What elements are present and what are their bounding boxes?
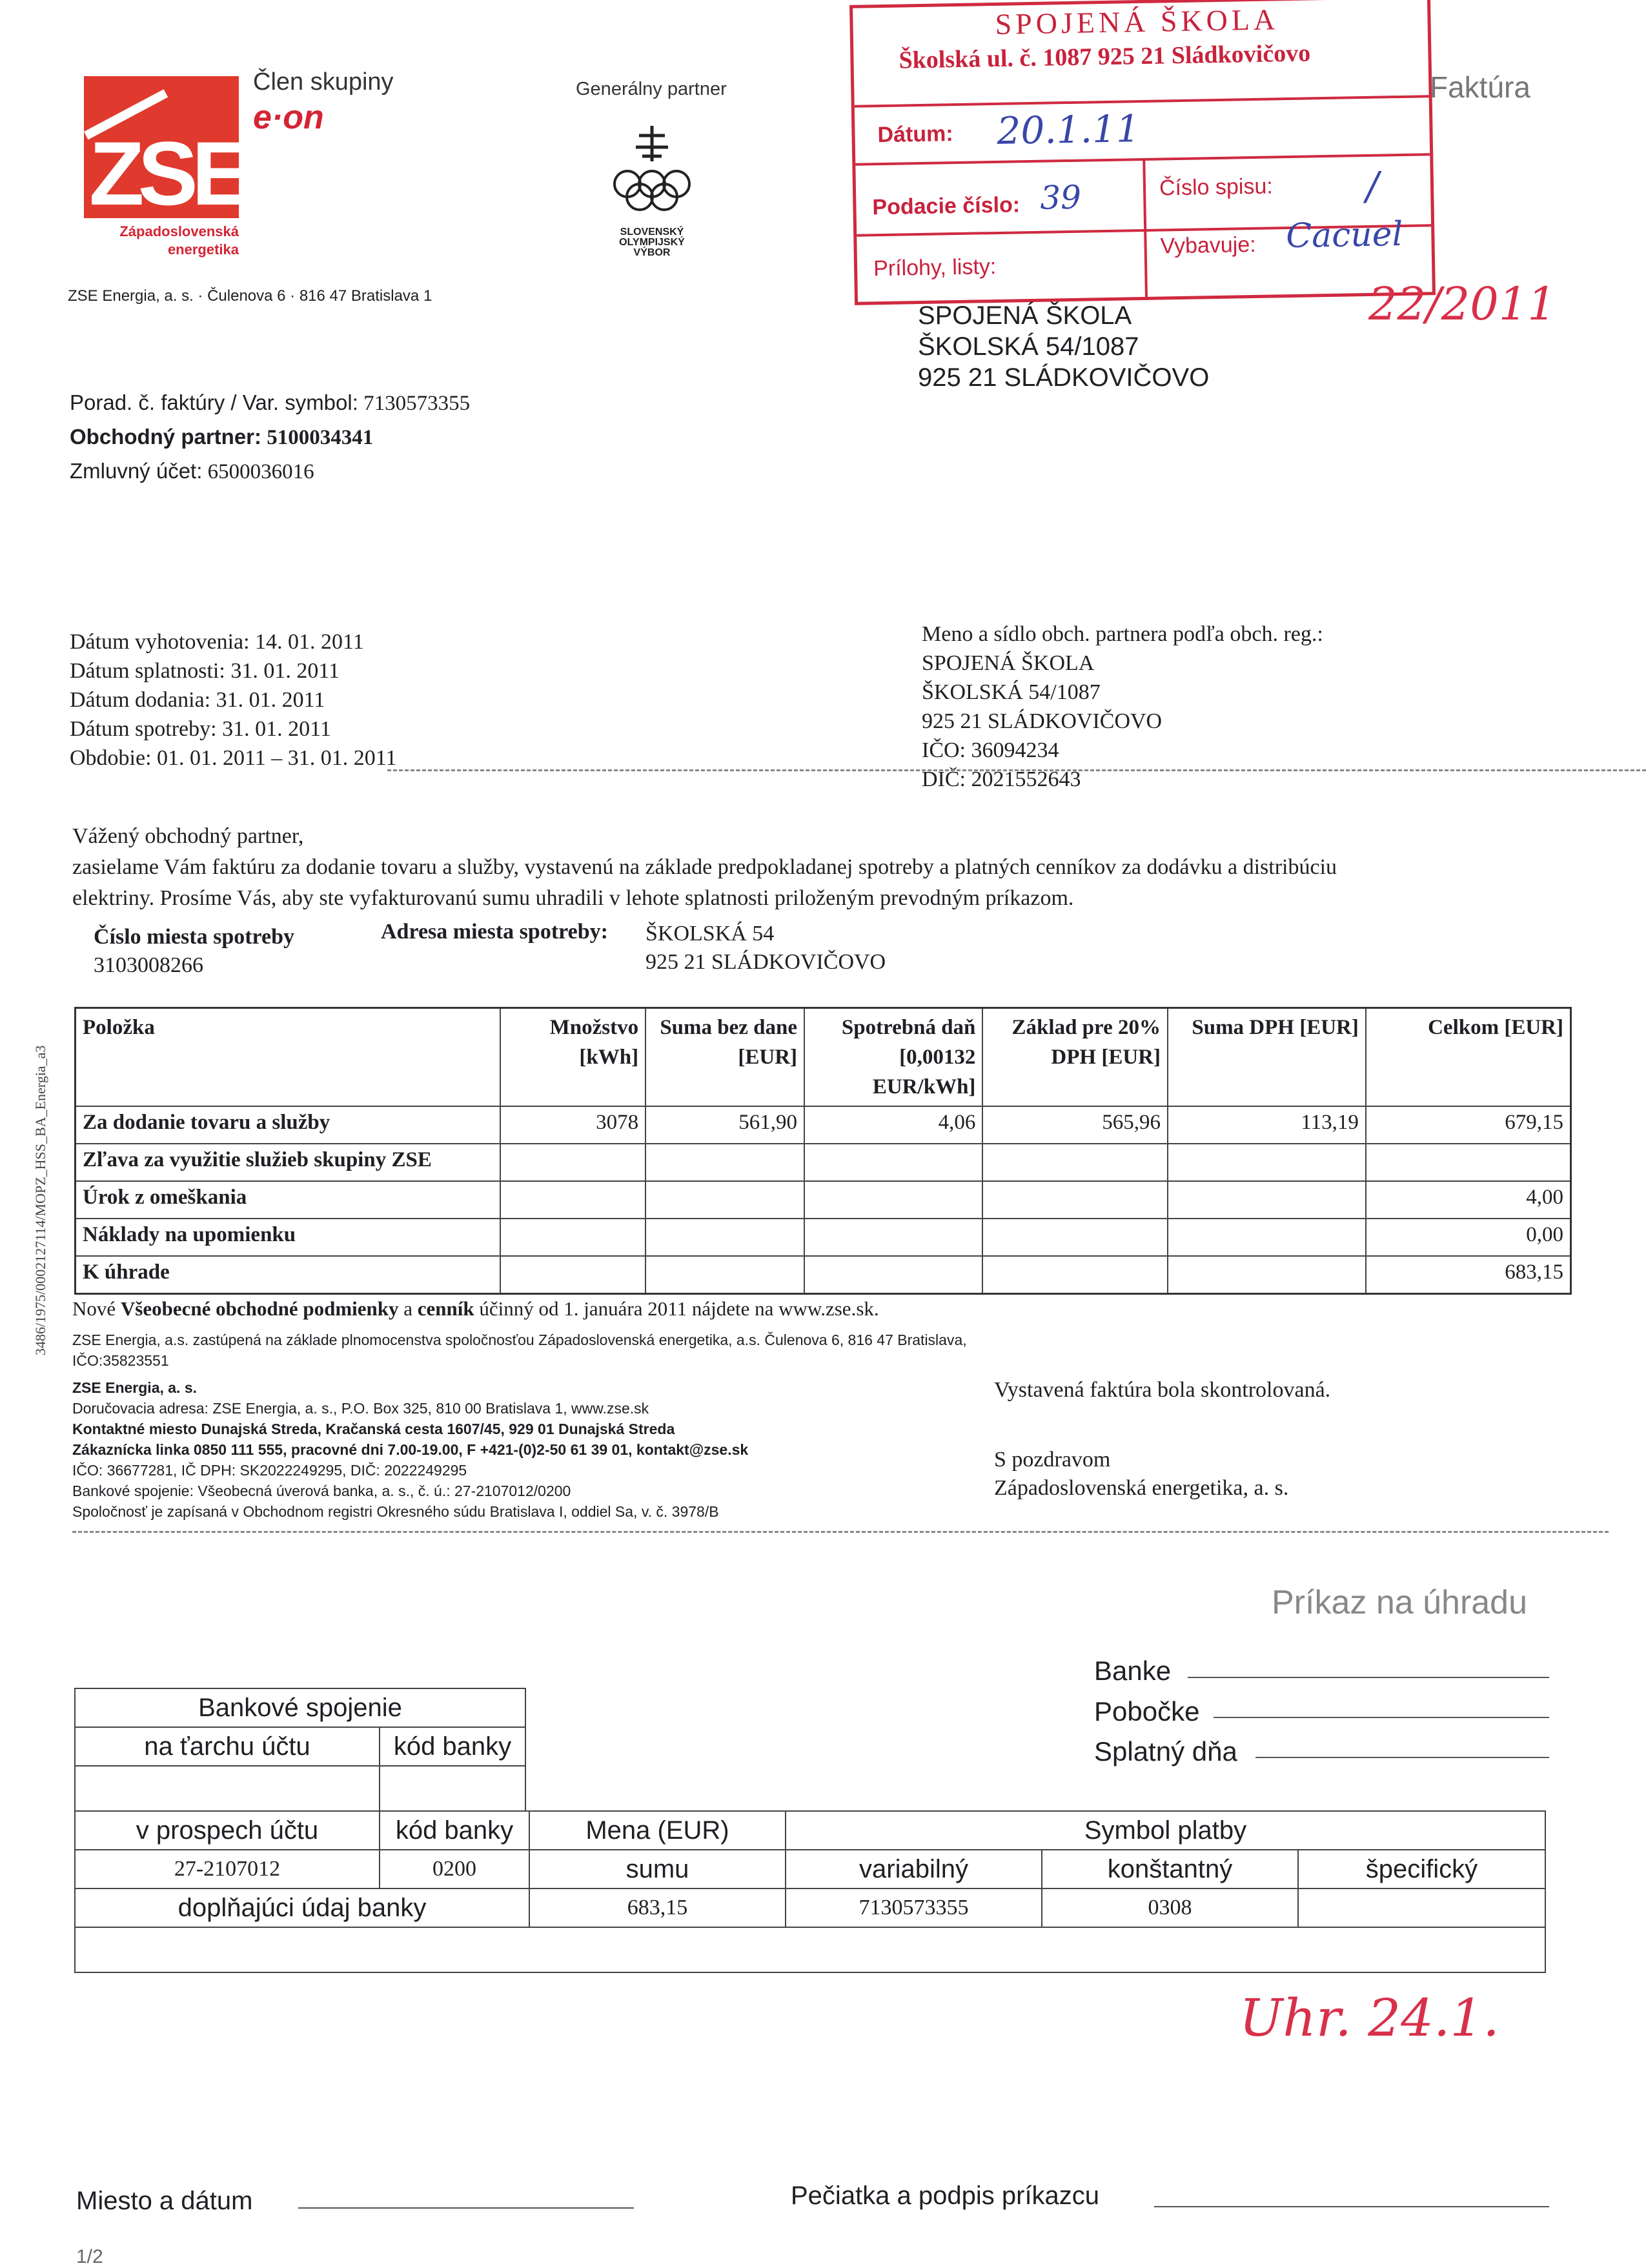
eon-logo: e·on [253,99,324,136]
amount-label: sumu [529,1850,786,1888]
branch-label: Pobočke [1094,1696,1200,1726]
row-cell: 561,90 [645,1106,804,1144]
payment-title: Príkaz na úhradu [1272,1584,1528,1621]
company-contact: Kontaktné miesto Dunajská Streda, Kračanská cesta 1607/45, 929 01 Dunajská Streda [72,1421,675,1437]
partner-reg-city: 925 21 SLÁDKOVIČOVO [922,709,1163,733]
debit-bank-code-field[interactable] [380,1766,525,1811]
row-cell: 683,15 [1366,1256,1571,1293]
consumption-address [645,920,886,977]
billing-period: Obdobie: 01. 01. 2011 – 31. 01. 2011 [70,746,397,770]
invoice-number-value: 7130573355 [363,392,471,415]
partner-reg-dic: DIČ: 2021552643 [922,767,1081,791]
date-delivery: Dátum dodania: 31. 01. 2011 [70,688,325,712]
row-cell [645,1144,804,1181]
col-header-net-amount: Suma bez dane [EUR] [645,1008,804,1107]
place-date-label: Miesto a dátum [76,2187,253,2215]
place-date-field[interactable] [298,2207,634,2209]
partner-name: SLOVENSKÝ OLYMPIJSKÝ VÝBOR [619,227,685,258]
col-header-excise-tax: Spotrebná daň [0,00132 EUR/kWh] [804,1008,982,1107]
handwritten-reference: 22/2011 [1368,278,1556,330]
credit-bank-code-label: kód banky [380,1811,529,1850]
page-number: 1/2 [76,2246,103,2267]
date-due: Dátum splatnosti: 31. 01. 2011 [70,659,340,683]
row-label: Náklady na upomienku [76,1219,500,1256]
company-postal: Doručovacia adresa: ZSE Energia, a. s., P.O. Box 325, 810 00 Bratislava 1, www.zse.sk [72,1400,649,1417]
debit-account-field[interactable] [75,1766,380,1811]
document-type: Faktúra [1430,70,1530,104]
recipient-line3: 925 21 SLÁDKOVIČOVO [918,363,1210,392]
debit-bank-code-label: kód banky [380,1727,525,1766]
table-row [76,1219,1571,1256]
date-consumption: Dátum spotreby: 31. 01. 2011 [70,717,331,741]
variable-symbol-label: variabilný [786,1850,1042,1888]
closing [994,1446,1288,1503]
signature: Západoslovenská energetika, a. s. [994,1476,1289,1500]
payable-field[interactable] [1255,1757,1549,1758]
col-header-vat-base: Základ pre 20% DPH [EUR] [982,1008,1168,1107]
consumption-point-number [94,923,294,980]
row-cell: 3078 [500,1106,646,1144]
row-cell: 679,15 [1366,1106,1571,1144]
credit-account-label: v prospech účtu [75,1811,380,1850]
date-issued: Dátum vyhotovenia: 14. 01. 2011 [70,630,364,654]
row-cell [804,1219,982,1256]
row-cell [500,1219,646,1256]
specific-symbol-label: špecifický [1298,1850,1545,1888]
company-ids: IČO: 36677281, IČ DPH: SK2022249295, DIČ: 2022249295 [72,1462,467,1479]
partner-registration [922,620,1323,794]
row-cell [804,1181,982,1219]
olympic-committee-icon [607,123,697,219]
stamp-handler-value: Cacuel [1285,214,1403,256]
row-cell [1168,1144,1366,1181]
side-code: 3486/1975/0002127114/MOPZ_HSS_BA_Energia_a3 [32,1045,48,1355]
regards: S pozdravom [994,1448,1111,1472]
company-info [72,1330,976,1522]
table-row [76,1106,1571,1144]
extra-bank-data-field[interactable] [75,1927,1545,1972]
row-cell [500,1181,646,1219]
col-header-item: Položka [76,1008,500,1107]
credit-bank-code-value: 0200 [380,1850,529,1888]
company-name: ZSE Energia, a. s. [72,1379,198,1396]
stamp-reg-label: Podacie číslo: [872,192,1021,220]
row-cell [982,1219,1168,1256]
company-representation: ZSE Energia, a.s. zastúpená na základe plnomocenstva spoločnosťou Západoslovenská energetika, a.s. Čulenova 6, 816 47 Bratislava, IČO:35823551 [72,1331,967,1369]
row-cell: 4,00 [1366,1181,1571,1219]
letter-body-2: elektriny. Prosíme Vás, aby ste vyfakturovanú sumu uhradili v lehote splatnosti priloženým prevodným príkazom. [72,886,1074,910]
partner-reg-street: ŠKOLSKÁ 54/1087 [922,680,1101,704]
row-cell [645,1256,804,1293]
consumption-address-line2: 925 21 SLÁDKOVIČOVO [645,950,886,974]
row-label: Zľava za využitie služieb skupiny ZSE [76,1144,500,1181]
stamp-date-value: 20.1.11 [996,106,1141,153]
row-cell: 0,00 [1366,1219,1571,1256]
row-cell: 4,06 [804,1106,982,1144]
specific-symbol-field[interactable] [1298,1888,1545,1927]
debit-account-label: na ťarchu účtu [75,1727,380,1766]
partner-label: Generálny partner [576,79,727,99]
consumption-number-value: 3103008266 [94,953,203,977]
invoice-ids [70,386,470,489]
stamp-signature-label: Pečiatka a podpis príkazcu [791,2182,1100,2210]
terms-note: Nové Všeobecné obchodné podmienky a cenník účinný od 1. januára 2011 nájdete na www.zse.sk. [72,1297,879,1320]
row-cell [645,1219,804,1256]
consumption-address-line1: ŠKOLSKÁ 54 [645,922,775,946]
company-bank: Bankové spojenie: Všeobecná úverová banka, a. s., č. ú.: 27-2107012/0200 [72,1483,571,1499]
invoice-number-label: Porad. č. faktúry / Var. symbol: [70,390,358,414]
partner-reg-heading: Meno a sídlo obch. partnera podľa obch. reg.: [922,622,1323,646]
row-cell [804,1144,982,1181]
row-cell [1168,1256,1366,1293]
logo-text: ZSE [89,123,246,224]
stamp-address: Školská ul. č. 1087 925 21 Sládkovičovo [899,39,1311,74]
recipient-line1: SPOJENÁ ŠKOLA [918,301,1132,330]
bank-label: Banke [1094,1655,1172,1686]
row-cell [1168,1181,1366,1219]
recipient-block [918,300,1209,393]
account-number-value: 6500036016 [207,460,314,483]
stamp-school: SPOJENÁ ŠKOLA [995,3,1279,41]
row-cell [1168,1219,1366,1256]
row-label: Úrok z omeškania [76,1181,500,1219]
row-cell [500,1256,646,1293]
partner-number-value: 5100034341 [267,426,374,449]
credit-account-value: 27-2107012 [75,1850,380,1888]
table-row [76,1181,1571,1219]
sender-address: ZSE Energia, a. s. · Čulenova 6 · 816 47 Bratislava 1 [68,287,432,305]
row-cell [1366,1144,1571,1181]
bank-connection-box [74,1688,526,1812]
handwritten-paid-note: Uhr. 24.1. [1239,1988,1499,2048]
stamp-signature-field[interactable] [1154,2206,1549,2207]
items-header-row [76,1008,1571,1107]
invoice-dates [70,627,397,773]
bank-connection-label: Bankové spojenie [75,1688,525,1727]
currency-label: Mena (EUR) [529,1811,786,1850]
stamp-reg-value: 39 [1039,178,1082,217]
extra-bank-data-label: doplňajúci údaj banky [75,1888,529,1927]
row-cell [500,1144,646,1181]
stamp-attach-label: Prílohy, listy: [873,254,997,281]
row-cell: 565,96 [982,1106,1168,1144]
col-header-vat-amount: Suma DPH [EUR] [1168,1008,1366,1107]
payable-label: Splatný dňa [1094,1736,1237,1767]
recipient-line2: ŠKOLSKÁ 54/1087 [918,332,1139,361]
col-header-quantity: Množstvo [kWh] [500,1008,646,1107]
amount-value: 683,15 [529,1888,786,1927]
stamp-handler-label: Vybavuje: [1160,232,1256,259]
consumption-address-label: Adresa miesta spotreby: [381,920,608,944]
tear-line [72,1531,1609,1533]
row-cell [982,1181,1168,1219]
checked-note: Vystavená faktúra bola skontrolovaná. [994,1378,1331,1402]
row-cell [804,1256,982,1293]
variable-symbol-value: 7130573355 [786,1888,1042,1927]
stamp-file-label: Číslo spisu: [1159,174,1274,201]
divider [387,769,1646,771]
group-label: Člen skupiny [253,68,394,96]
letter-body-1: zasielame Vám faktúru za dodanie tovaru a služby, vystavenú na základe predpokladanej spotreby a platných cenníkov za dodávku a distribúciu [72,855,1337,879]
payment-details-box [74,1810,1546,1973]
invoice-items-table [74,1007,1572,1295]
stamp-file-value: / [1365,163,1379,209]
row-label: Za dodanie tovaru a služby [76,1106,500,1144]
constant-symbol-value: 0308 [1042,1888,1298,1927]
row-label: K úhrade [76,1256,500,1293]
constant-symbol-label: konštantný [1042,1850,1298,1888]
row-cell [982,1256,1168,1293]
bank-field[interactable] [1188,1677,1549,1678]
zse-logo [84,76,246,224]
branch-field[interactable] [1214,1717,1549,1718]
registry-stamp [849,0,1436,305]
row-cell: 113,19 [1168,1106,1366,1144]
partner-number-label: Obchodný partner: [70,425,262,449]
letter-salutation: Vážený obchodný partner, [72,824,304,848]
consumption-number-label: Číslo miesta spotreby [94,925,295,949]
letter [72,821,1576,914]
company-hotline: Zákaznícka linka 0850 111 555, pracovné dni 7.00-19.00, F +421-(0)2-50 61 39 01, kontakt@zse.sk [72,1441,749,1458]
row-cell [645,1181,804,1219]
partner-reg-name: SPOJENÁ ŠKOLA [922,651,1095,675]
company-register: Spoločnosť je zapísaná v Obchodnom registri Okresného súdu Bratislava I, oddiel Sa, v. č. 3978/B [72,1503,719,1520]
table-row [76,1144,1571,1181]
stamp-date-label: Dátum: [877,121,953,148]
table-row [76,1256,1571,1293]
row-cell [982,1144,1168,1181]
logo-company-name: Západoslovenská energetika [119,223,239,258]
partner-reg-ico: IČO: 36094234 [922,738,1059,762]
payment-symbol-label: Symbol platby [786,1811,1545,1850]
account-number-label: Zmluvný účet: [70,459,203,483]
col-header-total: Celkom [EUR] [1366,1008,1571,1107]
